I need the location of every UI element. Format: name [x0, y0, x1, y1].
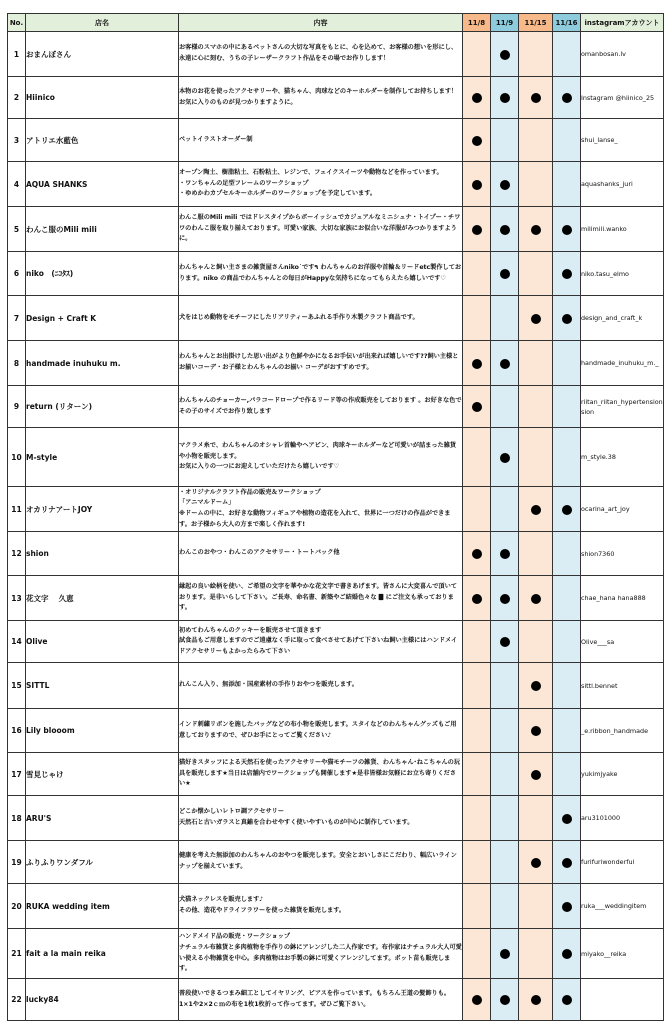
- date-cell-2: [491, 841, 519, 884]
- date-cell-1: [463, 77, 491, 119]
- participation-dot-icon: [562, 814, 572, 824]
- shop-name: Design + Craft K: [26, 296, 179, 341]
- table-row: [8, 796, 664, 841]
- row-number: 21: [8, 929, 26, 979]
- shop-description: ペットイラストオーダー制: [179, 119, 463, 162]
- row-number: 11: [8, 487, 26, 532]
- date-cell-1: [463, 296, 491, 341]
- table-row: [8, 162, 664, 207]
- date-cell-2: [491, 77, 519, 119]
- shop-name: アトリエ水藍色: [26, 119, 179, 162]
- row-number: 3: [8, 119, 26, 162]
- row-number: 1: [8, 32, 26, 77]
- date-cell-3: [519, 341, 553, 386]
- vendor-schedule-table: [7, 13, 664, 1021]
- date-cell-1: [463, 386, 491, 428]
- participation-dot-icon: [531, 681, 541, 691]
- row-number: 5: [8, 207, 26, 252]
- row-number: 13: [8, 576, 26, 621]
- participation-dot-icon: [531, 858, 541, 868]
- shop-name: handmade inuhuku m.: [26, 341, 179, 386]
- participation-dot-icon: [500, 549, 510, 559]
- row-number: 14: [8, 621, 26, 663]
- row-number: 4: [8, 162, 26, 207]
- participation-dot-icon: [472, 549, 482, 559]
- participation-dot-icon: [500, 594, 510, 604]
- instagram-account: furifuriwonderful: [581, 841, 664, 884]
- instagram-account: niko.tasu_elmo: [581, 252, 664, 296]
- shop-name: ふりふりワンダフル: [26, 841, 179, 884]
- shop-description: お客様のスマホの中にあるペットさんの大切な写真をもとに、心を込めて、お客様の想いを形にし、永遠に心に刻む、うちの子レーザークラフト作品をその場でお作りします！: [179, 32, 463, 77]
- shop-description: わんこ服のMili mili ではドレスタイプからボーイッシュでカジュアルなミニシュナ・トイプー・チワワのわんこ服を取り揃えております。可愛い家族、大切な家族にお似合いな洋服がみつかりますように。: [179, 207, 463, 252]
- date-cell-4: [553, 753, 581, 796]
- date-cell-4: [553, 207, 581, 252]
- date-cell-1: [463, 576, 491, 621]
- instagram-account: handmade_inuhuku_m._: [581, 341, 664, 386]
- row-number: 7: [8, 296, 26, 341]
- participation-dot-icon: [531, 505, 541, 515]
- table-row: [8, 119, 664, 162]
- table-row: [8, 296, 664, 341]
- shop-description: 普段使いできるつまみ細工としてイヤリング、ピアスを作っています。もちろん王道の髪飾りも。1×1や2×2ｃｍの布を1枚1枚折って作ってます。ぜひご覧下さい。: [179, 979, 463, 1021]
- participation-dot-icon: [500, 949, 510, 959]
- shop-name: RUKA wedding item: [26, 884, 179, 929]
- date-cell-2: [491, 162, 519, 207]
- date-cell-3: [519, 841, 553, 884]
- date-cell-2: [491, 428, 519, 487]
- participation-dot-icon: [472, 594, 482, 604]
- table-row: [8, 532, 664, 576]
- instagram-account: yukimjyake: [581, 753, 664, 796]
- participation-dot-icon: [531, 770, 541, 780]
- instagram-account: shui_lanse_: [581, 119, 664, 162]
- date-cell-4: [553, 252, 581, 296]
- date-cell-2: [491, 576, 519, 621]
- date-cell-4: [553, 663, 581, 709]
- date-cell-1: [463, 841, 491, 884]
- shop-name: 花文字 久恵: [26, 576, 179, 621]
- row-number: 22: [8, 979, 26, 1021]
- date-cell-3: [519, 32, 553, 77]
- shop-description: 縁起の良い絵柄を使い、ご希望の文字を華やかな花文字で書きあげます。皆さんに大変喜んで頂いております。是非いらして下さい。ご長寿、命名書、新築やご結婚色々な 🀫 にご注文も承っております。: [179, 576, 463, 621]
- date-cell-4: [553, 576, 581, 621]
- date-cell-3: [519, 576, 553, 621]
- date-cell-1: [463, 162, 491, 207]
- shop-name: SITTL: [26, 663, 179, 709]
- shop-description: どこか懐かしいレトロ調アクセサリー 天然石と古いガラスと真鍮を合わせやすく使いやすいものが中心に制作しています。: [179, 796, 463, 841]
- shop-name: Hiinico: [26, 77, 179, 119]
- table-body: [8, 32, 664, 1021]
- table-row: [8, 341, 664, 386]
- shop-description: マクラメ糸で、わんちゃんのオシャレ首輪やヘアピン、肉球キーホルダーなど可愛いが詰まった雑貨や小物を販売します。 お気に入りの一つにお迎えしていただけたら嬉しいです♡: [179, 428, 463, 487]
- date-cell-4: [553, 428, 581, 487]
- date-cell-3: [519, 796, 553, 841]
- header-no: No.: [8, 14, 26, 32]
- participation-dot-icon: [500, 50, 510, 60]
- participation-dot-icon: [531, 995, 541, 1005]
- participation-dot-icon: [562, 269, 572, 279]
- row-number: 12: [8, 532, 26, 576]
- date-cell-3: [519, 709, 553, 753]
- table-row: [8, 841, 664, 884]
- participation-dot-icon: [562, 858, 572, 868]
- participation-dot-icon: [472, 93, 482, 103]
- row-number: 20: [8, 884, 26, 929]
- participation-dot-icon: [531, 93, 541, 103]
- date-cell-4: [553, 709, 581, 753]
- participation-dot-icon: [531, 314, 541, 324]
- header-row: [8, 14, 664, 32]
- participation-dot-icon: [500, 93, 510, 103]
- shop-name: おまんぼさん: [26, 32, 179, 77]
- date-cell-2: [491, 929, 519, 979]
- instagram-account: Olive___sa: [581, 621, 664, 663]
- date-cell-1: [463, 32, 491, 77]
- row-number: 18: [8, 796, 26, 841]
- date-cell-2: [491, 796, 519, 841]
- instagram-account: Instagram @hiinico_25: [581, 77, 664, 119]
- header-date-4: 11/16: [553, 14, 581, 32]
- date-cell-4: [553, 296, 581, 341]
- shop-description: 本物のお花を使ったアクセサリーや、猫ちゃん、肉球などのキーホルダーを制作してお持ちします！お気に入りのものが見つかりますように。: [179, 77, 463, 119]
- participation-dot-icon: [500, 359, 510, 369]
- table-row: [8, 709, 664, 753]
- instagram-account: [581, 979, 664, 1021]
- date-cell-4: [553, 119, 581, 162]
- table-row: [8, 979, 664, 1021]
- participation-dot-icon: [500, 269, 510, 279]
- participation-dot-icon: [531, 726, 541, 736]
- instagram-account: ocarina_art_joy: [581, 487, 664, 532]
- date-cell-1: [463, 532, 491, 576]
- instagram-account: m_style.38: [581, 428, 664, 487]
- shop-description: わんちゃんと飼い主さまの雑貨屋さんniko˙です٩ わんちゃんのお洋服や首輪＆リードetc製作しております。niko の商品でわんちゃんとの毎日がHappyな気持ちになってもらえたら嬉しいです♡: [179, 252, 463, 296]
- shop-name: M-style: [26, 428, 179, 487]
- participation-dot-icon: [500, 637, 510, 647]
- date-cell-4: [553, 929, 581, 979]
- shop-description: 犬をはじめ動物をモチーフにしたリアリティーあふれる手作り木製クラフト商品です。: [179, 296, 463, 341]
- date-cell-1: [463, 929, 491, 979]
- date-cell-3: [519, 532, 553, 576]
- table-row: [8, 487, 664, 532]
- date-cell-1: [463, 341, 491, 386]
- header-content: 内容: [179, 14, 463, 32]
- date-cell-3: [519, 296, 553, 341]
- table-row: [8, 252, 664, 296]
- shop-name: Lily blooom: [26, 709, 179, 753]
- date-cell-2: [491, 709, 519, 753]
- date-cell-2: [491, 296, 519, 341]
- shop-name: オカリナアートJOY: [26, 487, 179, 532]
- table-row: [8, 386, 664, 428]
- shop-description: わんちゃんとお出掛けした思い出がより色鮮やかになるお手伝いが出来れば嬉しいです??飼い主様とお揃いコーデ・お子様とわんちゃんのお揃い コーデがおすすめです。: [179, 341, 463, 386]
- date-cell-2: [491, 979, 519, 1021]
- date-cell-3: [519, 621, 553, 663]
- shop-description: わんちゃんのチョーカー,パラコードロープで作るリード等の作成販売をしております 。お好きな色でその子のサイズでお作り致します: [179, 386, 463, 428]
- date-cell-2: [491, 32, 519, 77]
- row-number: 15: [8, 663, 26, 709]
- participation-dot-icon: [500, 225, 510, 235]
- date-cell-4: [553, 979, 581, 1021]
- date-cell-3: [519, 929, 553, 979]
- shop-name: return (リターン): [26, 386, 179, 428]
- date-cell-3: [519, 119, 553, 162]
- shop-name: ARU'S: [26, 796, 179, 841]
- instagram-account: omanbosan.lv: [581, 32, 664, 77]
- participation-dot-icon: [531, 594, 541, 604]
- date-cell-1: [463, 207, 491, 252]
- shop-description: ・オリジナルクラフト作品の販売＆ワークショップ 「アニマルドーム」 ※ドームの中に、お好きな動物フィギュアや植物の造花を入れて、世界に一つだけの作品ができます。お子様から大人の方まで楽しく作れます!: [179, 487, 463, 532]
- row-number: 10: [8, 428, 26, 487]
- date-cell-2: [491, 119, 519, 162]
- participation-dot-icon: [500, 180, 510, 190]
- date-cell-1: [463, 428, 491, 487]
- row-number: 19: [8, 841, 26, 884]
- header-date-3: 11/15: [519, 14, 553, 32]
- date-cell-2: [491, 207, 519, 252]
- row-number: 8: [8, 341, 26, 386]
- date-cell-3: [519, 487, 553, 532]
- table-row: [8, 753, 664, 796]
- participation-dot-icon: [562, 505, 572, 515]
- row-number: 16: [8, 709, 26, 753]
- date-cell-4: [553, 341, 581, 386]
- date-cell-2: [491, 884, 519, 929]
- date-cell-2: [491, 341, 519, 386]
- date-cell-4: [553, 884, 581, 929]
- instagram-account: sittl.bennet: [581, 663, 664, 709]
- date-cell-1: [463, 621, 491, 663]
- participation-dot-icon: [562, 314, 572, 324]
- date-cell-1: [463, 487, 491, 532]
- date-cell-2: [491, 386, 519, 428]
- date-cell-4: [553, 796, 581, 841]
- shop-description: 初めてわんちゃんのクッキーを販売させて頂きます 試食品もご用意しますのでご遠慮なく手に取って食べさせてあげて下さいね飼い主様にはハンドメイドアクセサリーもよかったらみて下さい: [179, 621, 463, 663]
- instagram-account: milimili.wanko: [581, 207, 664, 252]
- header-instagram: instagramアカウント: [581, 14, 664, 32]
- participation-dot-icon: [562, 995, 572, 1005]
- participation-dot-icon: [500, 995, 510, 1005]
- date-cell-2: [491, 663, 519, 709]
- date-cell-4: [553, 77, 581, 119]
- table-row: [8, 32, 664, 77]
- date-cell-1: [463, 252, 491, 296]
- date-cell-3: [519, 979, 553, 1021]
- date-cell-4: [553, 386, 581, 428]
- shop-description: インド刺繍リボンを施したバッグなどの布小物を販売します。スタイなどのわんちゃんグッズもご用意しておりますので、ぜひお手にとってご覧ください♪: [179, 709, 463, 753]
- participation-dot-icon: [472, 402, 482, 412]
- date-cell-3: [519, 207, 553, 252]
- date-cell-3: [519, 663, 553, 709]
- participation-dot-icon: [562, 902, 572, 912]
- shop-description: ハンドメイド品の販売・ワークショップ ナチュラル布雑貨と多肉植物を手作りの鉢にアレンジした二人作家です。布作家はナチュラル大人可愛い使える小物雑貨を中心。多肉植物はお手製の鉢に可愛くアレンジしてます。ポット苗も販売します。: [179, 929, 463, 979]
- header-date-2: 11/9: [491, 14, 519, 32]
- shop-name: Olive: [26, 621, 179, 663]
- date-cell-3: [519, 162, 553, 207]
- participation-dot-icon: [472, 180, 482, 190]
- date-cell-4: [553, 621, 581, 663]
- header-shop-name: 店名: [26, 14, 179, 32]
- shop-name: AQUA SHANKS: [26, 162, 179, 207]
- participation-dot-icon: [531, 225, 541, 235]
- shop-name: lucky84: [26, 979, 179, 1021]
- shop-description: オープン陶土、樹脂粘土、石粉粘土、レジンで、フェイクスイーツや動物などを作っています。 ・ワンちゃんの足型フレームのワークショップ ・ゆめかわカプセルキーホルダーのワークショップを予定しています。: [179, 162, 463, 207]
- table-row: [8, 77, 664, 119]
- date-cell-4: [553, 487, 581, 532]
- participation-dot-icon: [472, 359, 482, 369]
- table-row: [8, 207, 664, 252]
- shop-description: 猫好きスタッフによる天然石を使ったアクセサリーや猫モチーフの雑貨、わんちゃん･ねこちゃんの玩具を販売します★当日は店舗内でワークショップも開催します★是非皆様お気軽にお立ち寄りください★: [179, 753, 463, 796]
- row-number: 2: [8, 77, 26, 119]
- shop-description: 犬猫ネックレスを販売します♪ その他、造花やドライフラワーを使った雑貨を販売します。: [179, 884, 463, 929]
- date-cell-2: [491, 252, 519, 296]
- instagram-account: shion7360: [581, 532, 664, 576]
- date-cell-3: [519, 252, 553, 296]
- header-date-1: 11/8: [463, 14, 491, 32]
- participation-dot-icon: [500, 453, 510, 463]
- row-number: 6: [8, 252, 26, 296]
- participation-dot-icon: [562, 949, 572, 959]
- shop-name: shion: [26, 532, 179, 576]
- date-cell-2: [491, 753, 519, 796]
- date-cell-1: [463, 884, 491, 929]
- date-cell-2: [491, 487, 519, 532]
- participation-dot-icon: [562, 93, 572, 103]
- table-row: [8, 929, 664, 979]
- participation-dot-icon: [472, 995, 482, 1005]
- shop-description: 健康を考えた無添加のわんちゃんのおやつを販売します。安全とおいしさにこだわり、幅広いラインナップを揃えています。: [179, 841, 463, 884]
- table-row: [8, 621, 664, 663]
- shop-description: わんこのおやつ・わんこのアクセサリー・トートバック他: [179, 532, 463, 576]
- row-number: 17: [8, 753, 26, 796]
- date-cell-4: [553, 162, 581, 207]
- shop-name: fait a la main reika: [26, 929, 179, 979]
- instagram-account: chae_hana hana888: [581, 576, 664, 621]
- date-cell-3: [519, 77, 553, 119]
- participation-dot-icon: [472, 136, 482, 146]
- instagram-account: ruka___weddingitem: [581, 884, 664, 929]
- instagram-account: design_and_craft_k: [581, 296, 664, 341]
- date-cell-1: [463, 119, 491, 162]
- date-cell-1: [463, 709, 491, 753]
- date-cell-4: [553, 32, 581, 77]
- table-row: [8, 884, 664, 929]
- participation-dot-icon: [562, 225, 572, 235]
- shop-name: niko (ﾆｺﾀｽ): [26, 252, 179, 296]
- table-row: [8, 663, 664, 709]
- date-cell-2: [491, 621, 519, 663]
- date-cell-1: [463, 663, 491, 709]
- date-cell-1: [463, 753, 491, 796]
- date-cell-4: [553, 532, 581, 576]
- instagram-account: miyako__reika: [581, 929, 664, 979]
- participation-dot-icon: [472, 225, 482, 235]
- date-cell-2: [491, 532, 519, 576]
- instagram-account: _e.ribbon_handmade: [581, 709, 664, 753]
- date-cell-1: [463, 796, 491, 841]
- table-row: [8, 576, 664, 621]
- table-row: [8, 428, 664, 487]
- date-cell-3: [519, 386, 553, 428]
- row-number: 9: [8, 386, 26, 428]
- shop-name: 雪見じゃけ: [26, 753, 179, 796]
- instagram-account: aru3101000: [581, 796, 664, 841]
- instagram-account: aquashanks_juri: [581, 162, 664, 207]
- date-cell-3: [519, 884, 553, 929]
- date-cell-1: [463, 979, 491, 1021]
- date-cell-3: [519, 428, 553, 487]
- date-cell-4: [553, 841, 581, 884]
- shop-name: わんこ服のMili mili: [26, 207, 179, 252]
- date-cell-3: [519, 753, 553, 796]
- shop-description: れんこん入り、無添加・国産素材の手作りおやつを販売します。: [179, 663, 463, 709]
- instagram-account: riitan_riitan_hypertension sion: [581, 386, 664, 428]
